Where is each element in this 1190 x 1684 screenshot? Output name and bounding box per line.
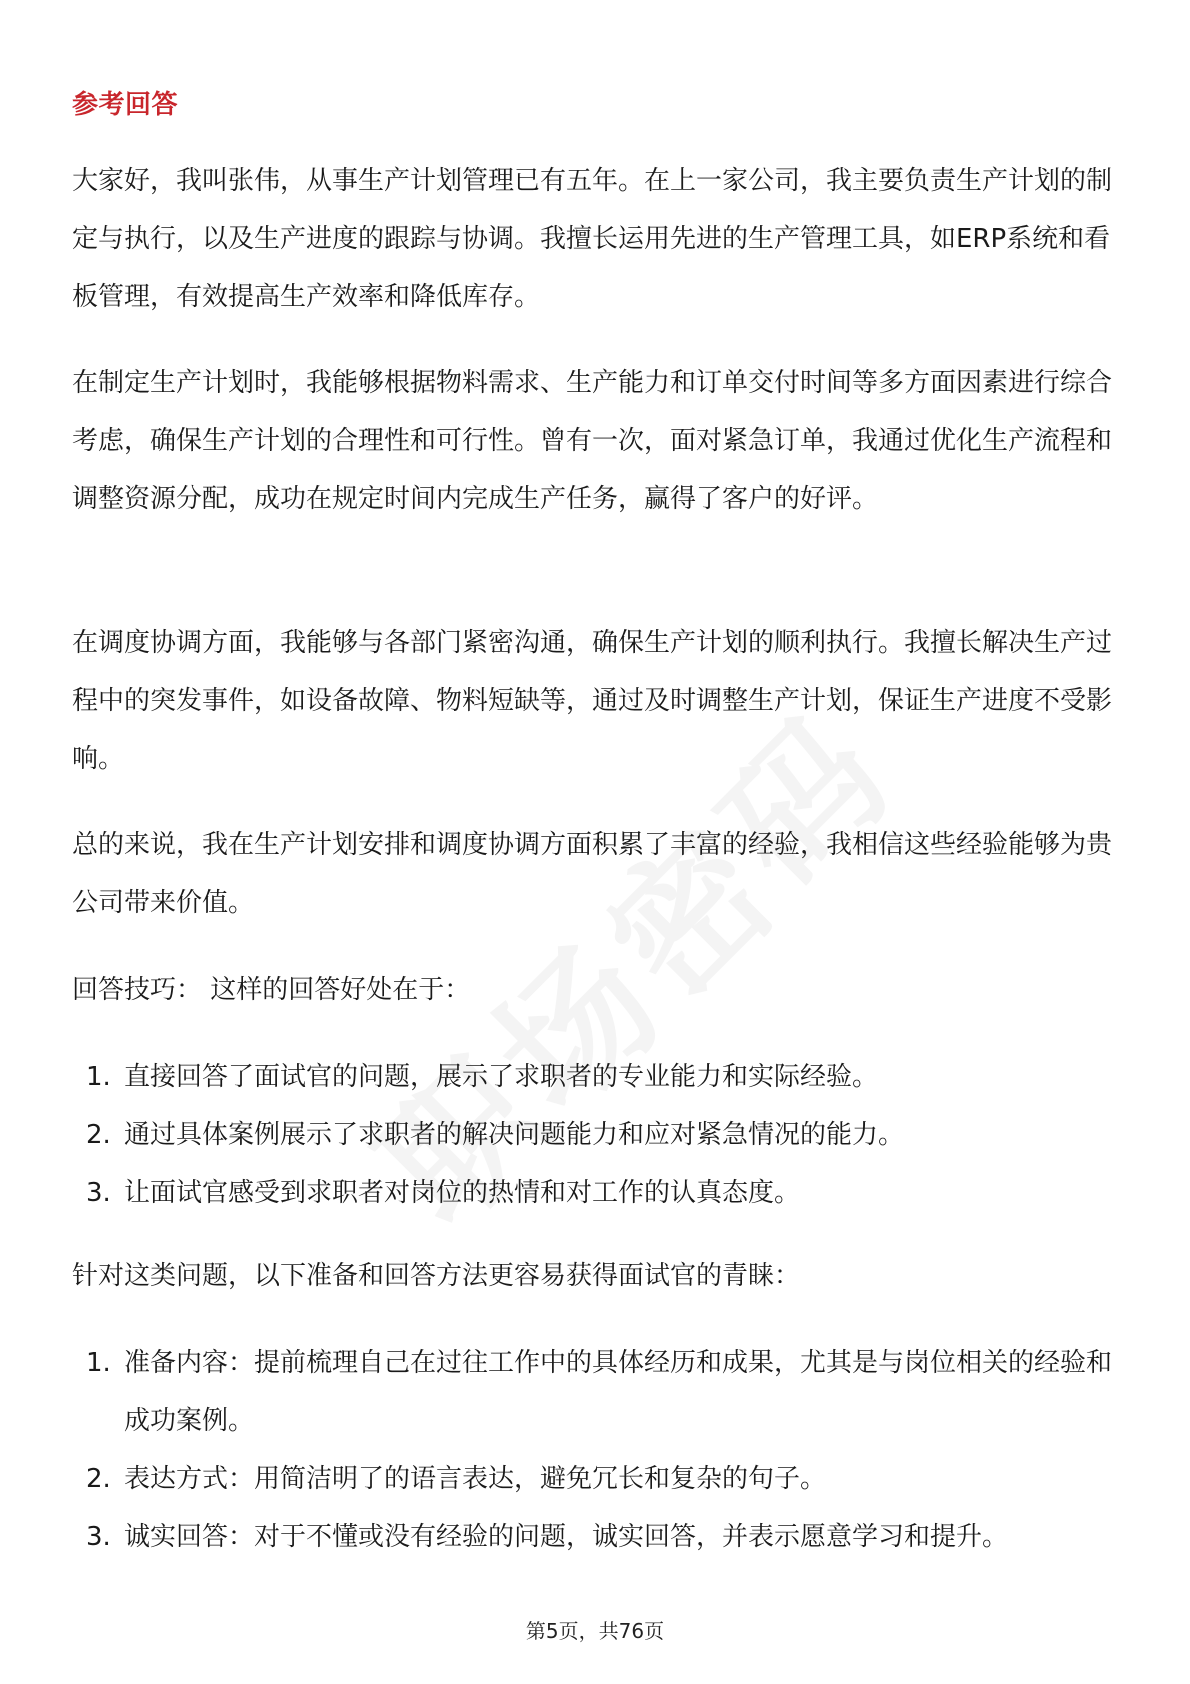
list-number: 3. bbox=[86, 1178, 111, 1208]
methods-list bbox=[72, 1334, 1118, 1566]
list-text: 准备内容：提前梳理自己在过往工作中的具体经历和成果，尤其是与岗位相关的经验和成功案例。 bbox=[124, 1348, 1113, 1436]
tips-list bbox=[72, 1048, 1118, 1222]
list-item bbox=[72, 1334, 1118, 1450]
list-number: 1. bbox=[86, 1062, 111, 1092]
list-item bbox=[72, 1048, 1118, 1106]
list-item bbox=[72, 1450, 1118, 1508]
document-page bbox=[72, 0, 1118, 1684]
list-item bbox=[72, 1164, 1118, 1222]
paragraph-planning: 在制定生产计划时，我能够根据物料需求、生产能力和订单交付时间等多方面因素进行综合考虑，确保生产计划的合理性和可行性。曾有一次，面对紧急订单，我通过优化生产流程和调整资源分配，成功在规定时间内完成生产任务，赢得了客户的好评。 bbox=[72, 368, 1113, 514]
list-number: 2. bbox=[86, 1120, 111, 1150]
list-number: 1. bbox=[86, 1348, 111, 1378]
page-footer: 第5页，共76页 bbox=[525, 1619, 665, 1643]
list-number: 3. bbox=[86, 1522, 111, 1552]
list-text: 表达方式：用简洁明了的语言表达，避免冗长和复杂的句子。 bbox=[124, 1464, 827, 1494]
paragraph-intro: 大家好，我叫张伟，从事生产计划管理已有五年。在上一家公司，我主要负责生产计划的制定与执行，以及生产进度的跟踪与协调。我擅长运用先进的生产管理工具，如ERP系统和看板管理，有效提高生产效率和降低库存。 bbox=[72, 166, 1113, 312]
section-title: 参考回答 bbox=[72, 90, 179, 120]
list-text: 直接回答了面试官的问题，展示了求职者的专业能力和实际经验。 bbox=[124, 1062, 879, 1092]
list-item bbox=[72, 1508, 1118, 1566]
list-text: 诚实回答：对于不懂或没有经验的问题，诚实回答，并表示愿意学习和提升。 bbox=[124, 1522, 1009, 1552]
paragraph-summary: 总的来说，我在生产计划安排和调度协调方面积累了丰富的经验，我相信这些经验能够为贵公司带来价值。 bbox=[72, 830, 1113, 918]
list-text: 通过具体案例展示了求职者的解决问题能力和应对紧急情况的能力。 bbox=[124, 1120, 905, 1150]
list-text: 让面试官感受到求职者对岗位的热情和对工作的认真态度。 bbox=[124, 1178, 801, 1208]
methods-intro: 针对这类问题，以下准备和回答方法更容易获得面试官的青睐： bbox=[72, 1261, 801, 1291]
list-number: 2. bbox=[86, 1464, 111, 1494]
list-item bbox=[72, 1106, 1118, 1164]
tips-intro: 回答技巧： 这样的回答好处在于： bbox=[72, 975, 471, 1005]
paragraph-coordination: 在调度协调方面，我能够与各部门紧密沟通，确保生产计划的顺利执行。我擅长解决生产过程中的突发事件，如设备故障、物料短缺等，通过及时调整生产计划，保证生产进度不受影响。 bbox=[72, 628, 1113, 774]
